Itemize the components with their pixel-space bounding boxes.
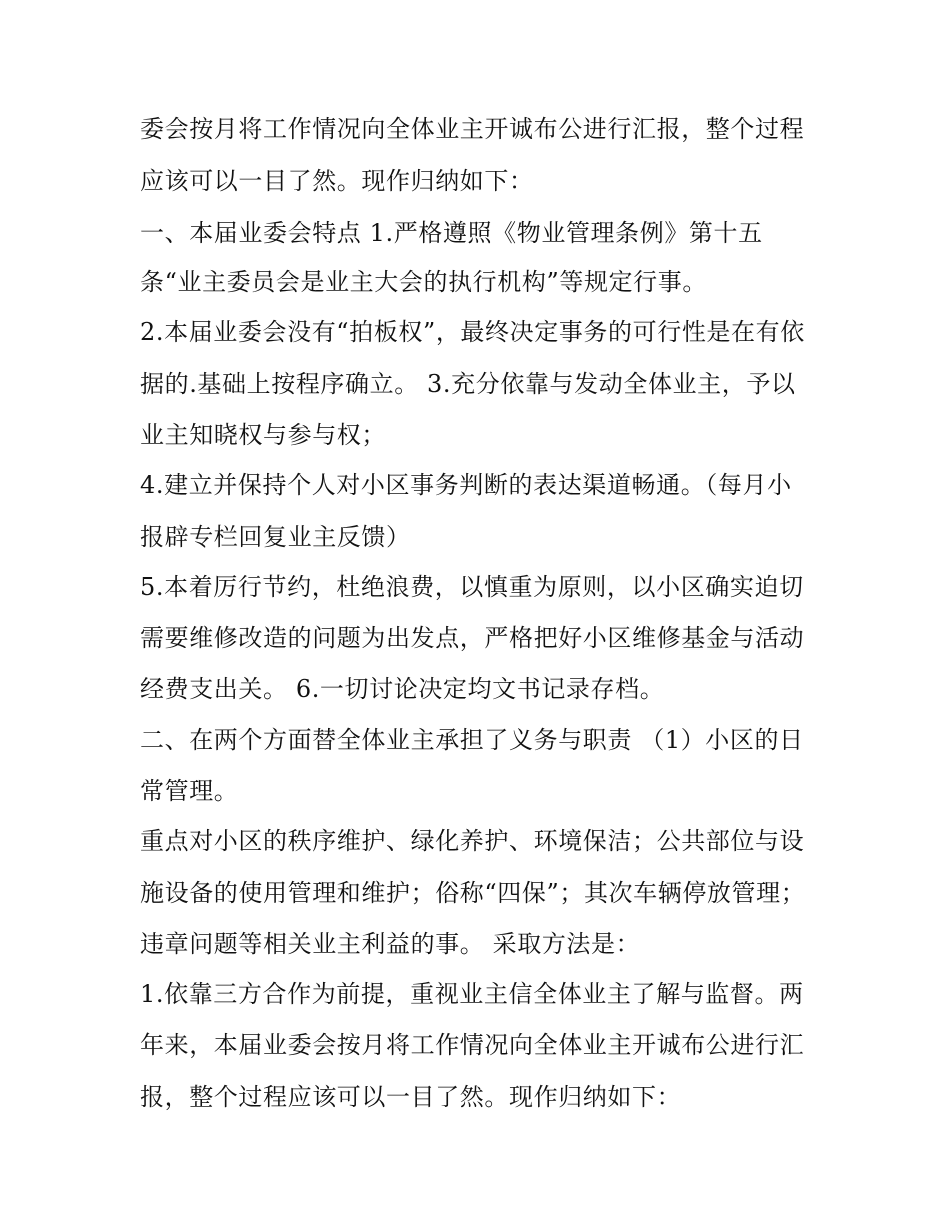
- text-line: 业主知晓权与参与权；: [140, 421, 386, 449]
- text-line: 4.建立并保持个人对小区事务判断的表达渠道畅通。（每月小: [140, 471, 792, 499]
- text-line: 2.本届业委会没有“拍板权”，最终决定事务的可行性是在有依: [140, 318, 805, 346]
- text-line: 条“业主委员会是业主大会的执行机构”等规定行事。: [140, 268, 707, 296]
- text-line: 报，整个过程应该可以一目了然。现作归纳如下：: [140, 1083, 682, 1111]
- text-line: 重点对小区的秩序维护、绿化养护、环境保洁；公共部位与设: [140, 827, 805, 855]
- text-line: 需要维修改造的问题为出发点，严格把好小区维修基金与活动: [140, 624, 805, 652]
- text-line: 年来，本届业委会按月将工作情况向全体业主开诚布公进行汇: [140, 1031, 805, 1059]
- text-line: 1.依靠三方合作为前提，重视业主信全体业主了解与监督。两: [140, 980, 804, 1008]
- text-line: 一、本届业委会特点 1.严格遵照《物业管理条例》第十五: [140, 219, 763, 247]
- text-line: 违章问题等相关业主利益的事。 采取方法是：: [140, 930, 641, 958]
- text-line: 施设备的使用管理和维护；俗称“四保”；其次车辆停放管理；: [140, 879, 806, 907]
- text-line: 应该可以一目了然。现作归纳如下：: [140, 167, 534, 195]
- text-line: 经费支出关。 6.一切讨论决定均文书记录存档。: [140, 675, 665, 703]
- text-line: 二、在两个方面替全体业主承担了义务与职责 （1）小区的日: [140, 726, 804, 754]
- text-line: 委会按月将工作情况向全体业主开诚布公进行汇报，整个过程: [140, 115, 805, 143]
- text-line: 5.本着厉行节约，杜绝浪费，以慎重为原则，以小区确实迫切: [140, 573, 804, 601]
- text-line: 据的.基础上按程序确立。 3.充分依靠与发动全体业主，予以: [140, 370, 796, 398]
- text-line: 常管理。: [140, 777, 239, 805]
- text-line: 报辟专栏回复业主反馈）: [140, 523, 411, 551]
